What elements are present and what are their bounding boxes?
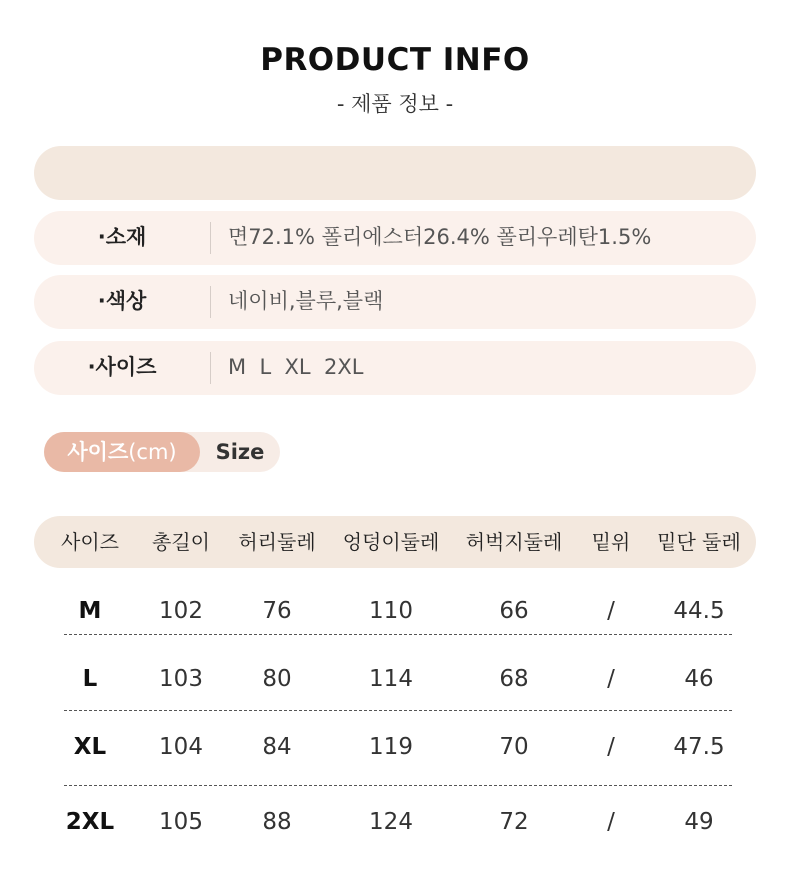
decorative-band [34, 146, 756, 200]
table-cell-size: M [78, 598, 102, 624]
info-label: ·사이즈 [87, 355, 157, 379]
info-row-material [34, 211, 756, 265]
info-value: 네이비,블루,블랙 [228, 289, 384, 313]
table-cell: / [607, 598, 615, 624]
info-value: M L XL 2XL [228, 355, 364, 379]
column-header: 사이즈 [61, 530, 119, 554]
table-cell: / [607, 734, 615, 760]
table-cell: 102 [159, 598, 203, 624]
page-title: PRODUCT INFO [260, 42, 530, 78]
table-cell-size: 2XL [65, 809, 115, 835]
table-cell: 114 [369, 666, 413, 692]
page-subtitle: - 제품 정보 - [336, 92, 454, 116]
column-header: 밑단 둘레 [657, 530, 741, 554]
info-row-size [34, 341, 756, 395]
column-header: 엉덩이둘레 [342, 530, 440, 554]
info-value: 면72.1% 폴리에스터26.4% 폴리우레탄1.5% [228, 225, 652, 249]
table-cell: 66 [499, 598, 529, 624]
info-label: ·소재 [97, 225, 147, 249]
table-row [0, 727, 790, 767]
row-divider [64, 710, 732, 711]
divider [210, 352, 211, 384]
column-header: 허리둘레 [238, 530, 316, 554]
table-cell: 80 [262, 666, 292, 692]
divider [210, 222, 211, 254]
tab-label: 사이즈 [67, 440, 129, 464]
table-cell: 119 [369, 734, 413, 760]
info-label: ·색상 [97, 289, 147, 313]
info-row-color [34, 275, 756, 329]
row-divider [64, 634, 732, 635]
table-cell: 76 [262, 598, 292, 624]
table-cell: 46 [684, 666, 714, 692]
size-unit-tabs [44, 432, 280, 472]
tab-unit: (cm) [128, 440, 177, 464]
table-cell: 103 [159, 666, 203, 692]
table-cell: / [607, 809, 615, 835]
table-cell-size: L [82, 666, 98, 692]
table-row [0, 591, 790, 631]
table-cell: 47.5 [673, 734, 725, 760]
size-table-header [34, 516, 756, 568]
table-cell: 68 [499, 666, 529, 692]
table-cell: 104 [159, 734, 203, 760]
table-cell: 72 [499, 809, 529, 835]
table-cell: 110 [369, 598, 413, 624]
tab-size-cm[interactable] [44, 432, 200, 472]
table-cell: 105 [159, 809, 203, 835]
table-cell: 84 [262, 734, 292, 760]
table-cell: 49 [684, 809, 714, 835]
table-cell: 44.5 [673, 598, 725, 624]
tab-size[interactable]: Size [215, 440, 265, 464]
column-header: 밑위 [591, 530, 631, 554]
table-cell: 70 [499, 734, 529, 760]
table-cell: / [607, 666, 615, 692]
table-cell: 88 [262, 809, 292, 835]
row-divider [64, 785, 732, 786]
table-cell: 124 [369, 809, 413, 835]
column-header: 총길이 [152, 530, 210, 554]
column-header: 허벅지둘레 [465, 530, 563, 554]
table-row [0, 802, 790, 842]
table-row [0, 659, 790, 699]
divider [210, 286, 211, 318]
table-cell-size: XL [73, 734, 107, 760]
